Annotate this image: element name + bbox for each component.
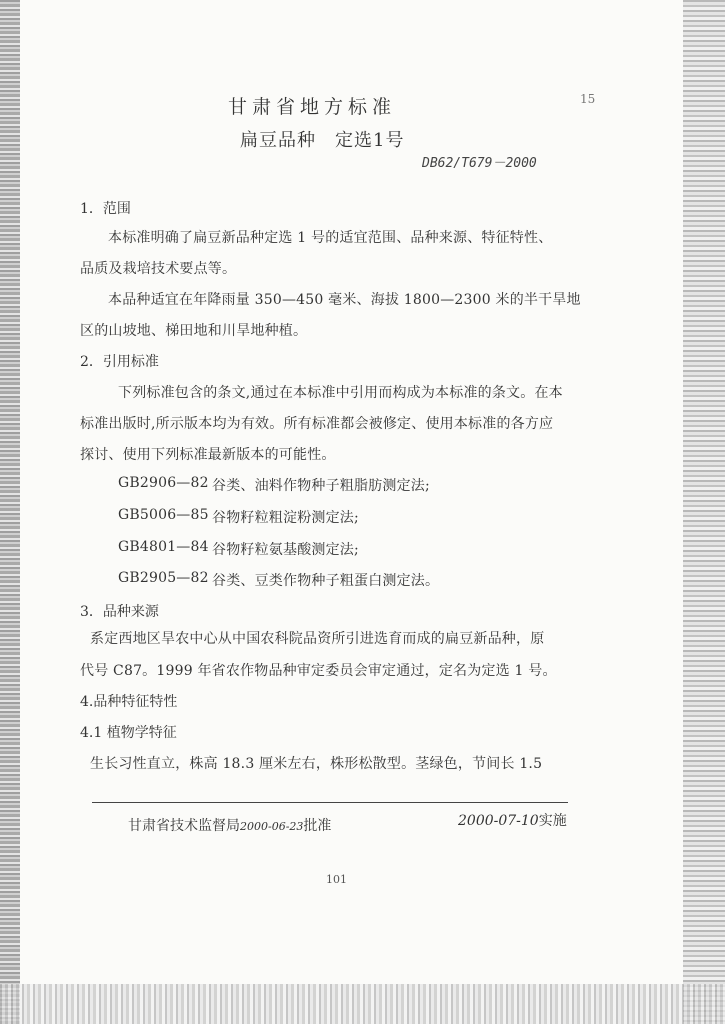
implementation-line	[458, 810, 567, 830]
page-number: 101	[326, 873, 347, 886]
section-3-heading: 3．品种来源	[80, 604, 159, 620]
approve-date: 2000-06-23	[240, 820, 304, 833]
corner-mark: 15	[580, 92, 596, 106]
section-1-para-2-line-1: 本品种适宜在年降雨量 350—450 毫米、海拔 1800—2300 米的半干旱地	[108, 292, 581, 308]
section-3-para-line-1: 系定西地区旱农中心从中国农科院品资所引进选育而成的扁豆新品种，原	[90, 631, 545, 647]
standard-subtitle: 扁豆品种 定选1号	[240, 130, 405, 151]
reference-code: GB2905—82	[118, 570, 209, 586]
approve-suffix: 批准	[303, 818, 332, 834]
section-4-1-para-line-1: 生长习性直立，株高 18.3 厘米左右，株形松散型。茎绿色，节间长 1.5	[90, 756, 543, 772]
standard-title: 甘肃省地方标准	[228, 96, 397, 118]
section-4-1-heading: 4.1 植物学特征	[80, 725, 177, 741]
reference-code: GB4801—84	[118, 539, 209, 555]
reference-code: GB5006—85	[118, 507, 209, 523]
reference-name: 谷类、油料作物种子粗脂肪测定法;	[212, 478, 430, 494]
reference-code: GB2906—82	[118, 475, 209, 491]
reference-name: 谷类、豆类作物种子粗蛋白测定法。	[212, 573, 440, 589]
section-1-heading: 1．范围	[80, 201, 131, 217]
reference-name: 谷物籽粒粗淀粉测定法;	[212, 510, 359, 526]
scan-edge-bottom	[0, 984, 725, 1024]
scan-edge-right	[683, 0, 725, 1024]
section-1-para-1-line-2: 品质及栽培技术要点等。	[80, 261, 237, 277]
section-2-para-line-3: 探讨、使用下列标准最新版本的可能性。	[80, 447, 336, 463]
section-2-para-line-2: 标准出版时,所示版本均为有效。所有标准都会被修定、使用本标准的各方应	[80, 416, 554, 432]
reference-name: 谷物籽粒氨基酸测定法;	[212, 542, 359, 558]
section-1-para-2-line-2: 区的山坡地、梯田地和川旱地种植。	[80, 323, 308, 339]
impl-suffix: 实施	[538, 813, 567, 829]
section-2-heading: 2．引用标准	[80, 354, 159, 370]
section-3-para-line-2: 代号 C87。1999 年省农作物品种审定委员会审定通过，定名为定选 1 号。	[80, 663, 557, 679]
standard-code: DB62/T679－2000	[422, 156, 537, 171]
scan-edge-left	[0, 0, 20, 1024]
section-1-para-1-line-1: 本标准明确了扁豆新品种定选 1 号的适宜范围、品种来源、特征特性、	[108, 230, 553, 246]
section-4-heading: 4.品种特征特性	[80, 694, 178, 710]
footer-rule	[92, 802, 568, 803]
issuer: 甘肃省技术监督局	[128, 818, 240, 834]
impl-date: 2000-07-10	[458, 813, 539, 829]
section-2-para-line-1: 下列标准包含的条文,通过在本标准中引用而构成为本标准的条文。在本	[118, 385, 563, 401]
approval-line	[128, 815, 331, 835]
